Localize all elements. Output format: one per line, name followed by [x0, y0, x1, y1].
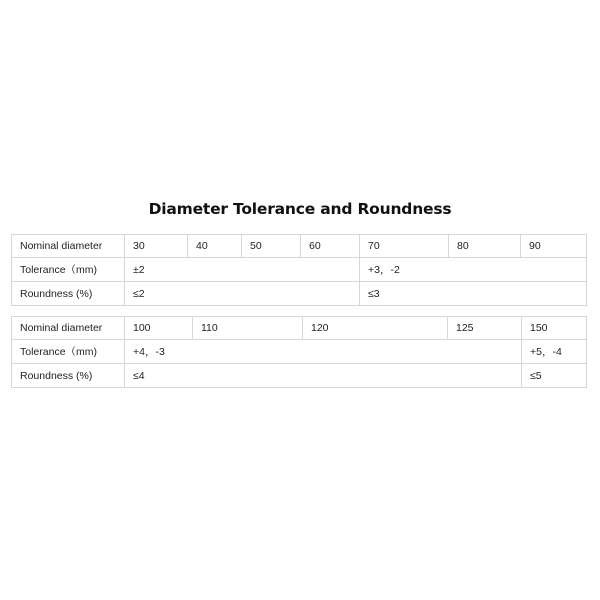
tolerance-cell: +3，-2 — [360, 258, 587, 282]
tolerance-row — [12, 340, 587, 364]
diameter-cell: 70 — [360, 235, 449, 258]
tolerance-table-small-diameters — [11, 234, 587, 306]
diameter-cell: 100 — [125, 317, 193, 340]
roundness-row — [12, 364, 587, 388]
diameter-cell: 40 — [188, 235, 242, 258]
row-label-tolerance: Tolerance（mm) — [12, 340, 125, 364]
diameter-cell: 125 — [448, 317, 522, 340]
tolerance-cell: +5，-4 — [522, 340, 587, 364]
nominal-diameter-row — [12, 317, 587, 340]
roundness-cell: ≤2 — [125, 282, 360, 306]
row-label-nominal-diameter: Nominal diameter — [12, 317, 125, 340]
tolerance-cell: +4，-3 — [125, 340, 522, 364]
tolerance-row — [12, 258, 587, 282]
diameter-cell: 50 — [242, 235, 301, 258]
table-title: Diameter Tolerance and Roundness — [148, 200, 452, 218]
row-label-roundness: Roundness (%) — [12, 282, 125, 306]
diameter-cell: 120 — [303, 317, 448, 340]
diameter-cell: 110 — [193, 317, 303, 340]
row-label-nominal-diameter: Nominal diameter — [12, 235, 125, 258]
roundness-cell: ≤5 — [522, 364, 587, 388]
diameter-cell: 150 — [522, 317, 587, 340]
row-label-roundness: Roundness (%) — [12, 364, 125, 388]
row-label-tolerance: Tolerance（mm) — [12, 258, 125, 282]
diameter-cell: 60 — [301, 235, 360, 258]
roundness-cell: ≤3 — [360, 282, 587, 306]
nominal-diameter-row — [12, 235, 587, 258]
diameter-cell: 80 — [449, 235, 521, 258]
tolerance-cell: ±2 — [125, 258, 360, 282]
tolerance-table-large-diameters — [11, 316, 587, 388]
roundness-cell: ≤4 — [125, 364, 522, 388]
diameter-cell: 90 — [521, 235, 587, 258]
diameter-cell: 30 — [125, 235, 188, 258]
roundness-row — [12, 282, 587, 306]
